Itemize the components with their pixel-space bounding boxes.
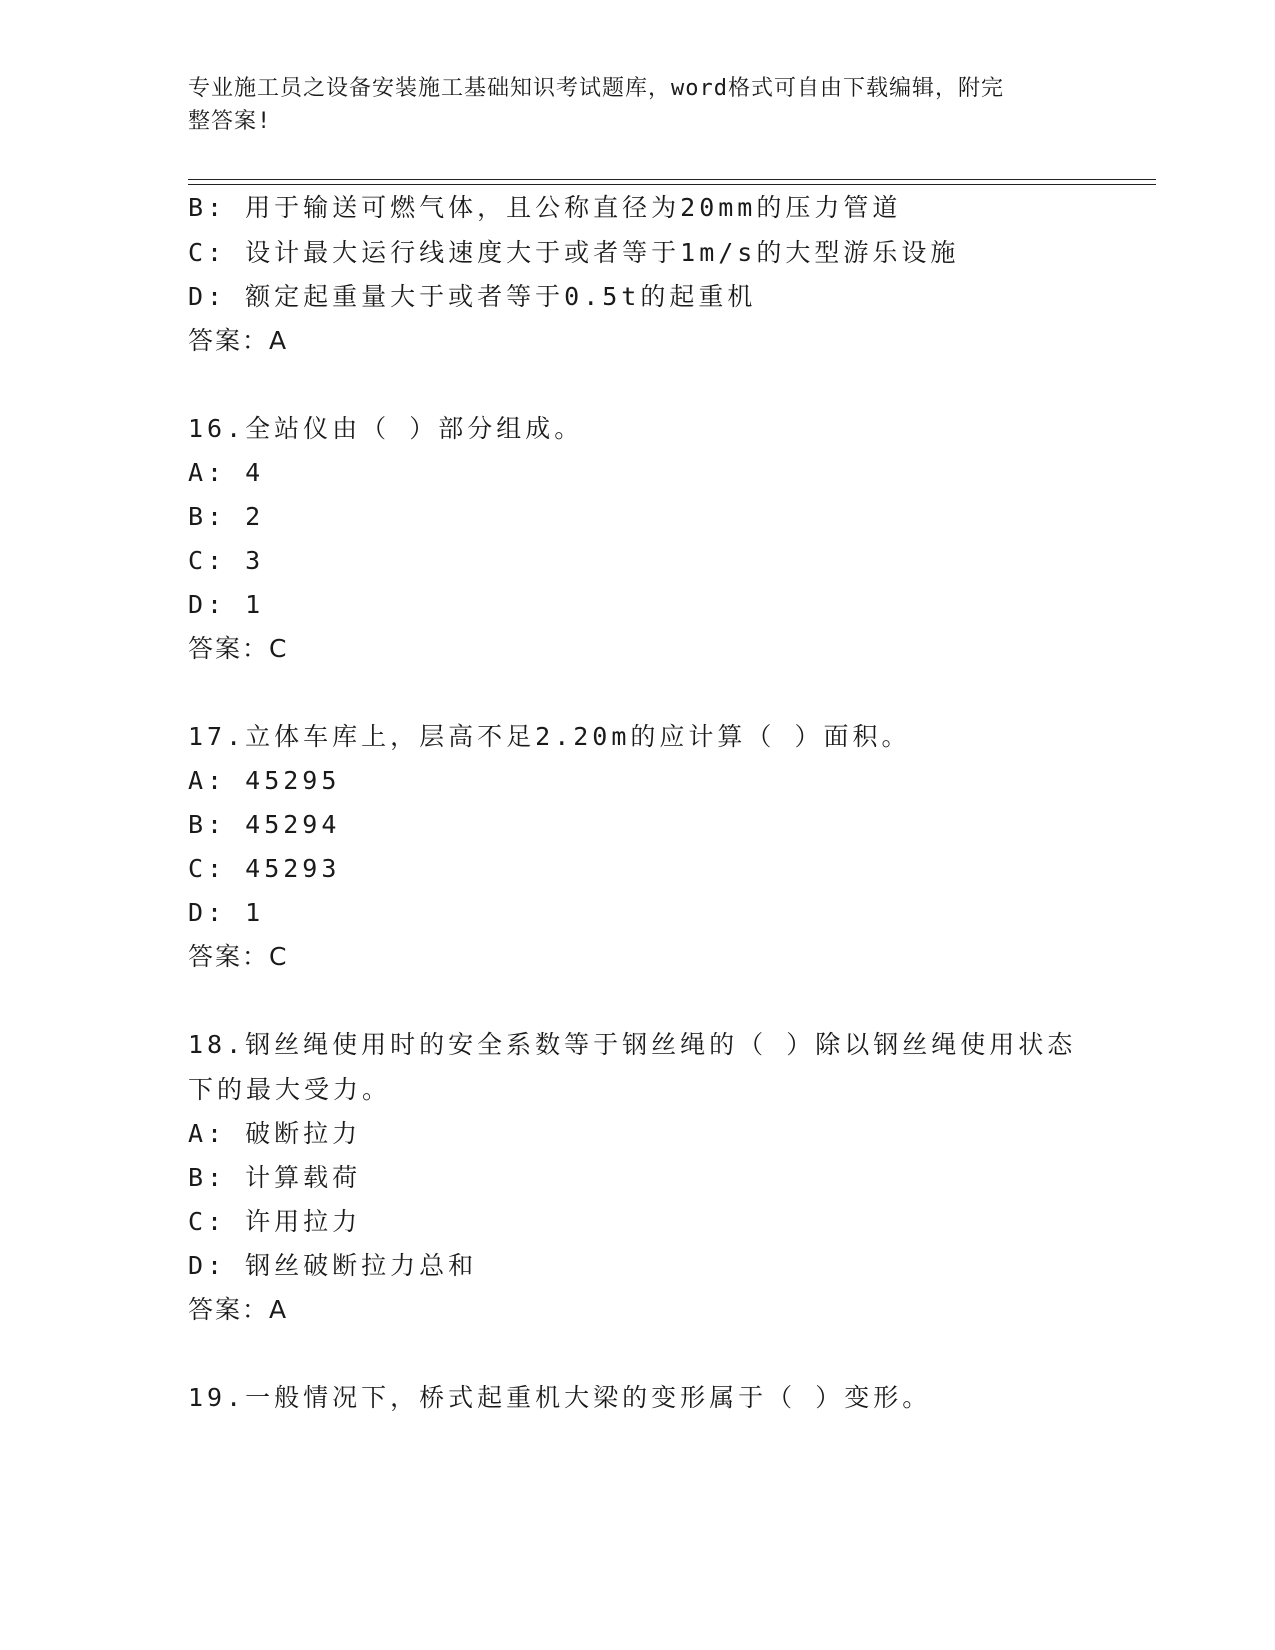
q18-question-line-1: 18.钢丝绳使用时的安全系数等于钢丝绳的（ ）除以钢丝绳使用状态	[188, 1030, 1077, 1059]
q15-option-b: B: 用于输送可燃气体，且公称直径为20mm的压力管道	[188, 193, 902, 222]
q18-option-c: C: 许用拉力	[188, 1207, 362, 1236]
q16-answer: 答案：C	[188, 634, 289, 663]
q19-question: 19.一般情况下，桥式起重机大梁的变形属于（ ）变形。	[188, 1383, 932, 1412]
header-divider-top	[188, 179, 1156, 180]
document-header	[188, 72, 1068, 138]
q17-option-b: B: 45294	[188, 810, 341, 839]
q18-question-line-2: 下的最大受力。	[188, 1075, 392, 1104]
q16-option-c: C: 3	[188, 546, 265, 575]
q17-option-a: A: 45295	[188, 766, 341, 795]
q17-question: 17.立体车库上，层高不足2.20m的应计算（ ）面积。	[188, 722, 911, 751]
q17-option-c: C: 45293	[188, 854, 341, 883]
q18-option-a: A: 破断拉力	[188, 1119, 362, 1148]
q16-question: 16.全站仪由（ ）部分组成。	[188, 414, 584, 443]
q16-option-d: D: 1	[188, 590, 265, 619]
header-divider-bottom	[188, 184, 1156, 185]
q18-option-d: D: 钢丝破断拉力总和	[188, 1251, 478, 1280]
q15-answer: 答案：A	[188, 326, 289, 355]
q16-option-b: B: 2	[188, 502, 265, 531]
q17-answer: 答案：C	[188, 942, 289, 971]
header-line-1: 专业施工员之设备安装施工基础知识考试题库，word格式可自由下载编辑，附完	[188, 76, 1004, 101]
q15-option-d: D: 额定起重量大于或者等于0.5t的起重机	[188, 282, 757, 311]
q15-option-c: C: 设计最大运行线速度大于或者等于1m/s的大型游乐设施	[188, 238, 960, 267]
q18-option-b: B: 计算载荷	[188, 1163, 362, 1192]
q18-answer: 答案：A	[188, 1295, 289, 1324]
header-line-2: 整答案!	[188, 109, 272, 134]
q17-option-d: D: 1	[188, 898, 265, 927]
q16-option-a: A: 4	[188, 458, 265, 487]
